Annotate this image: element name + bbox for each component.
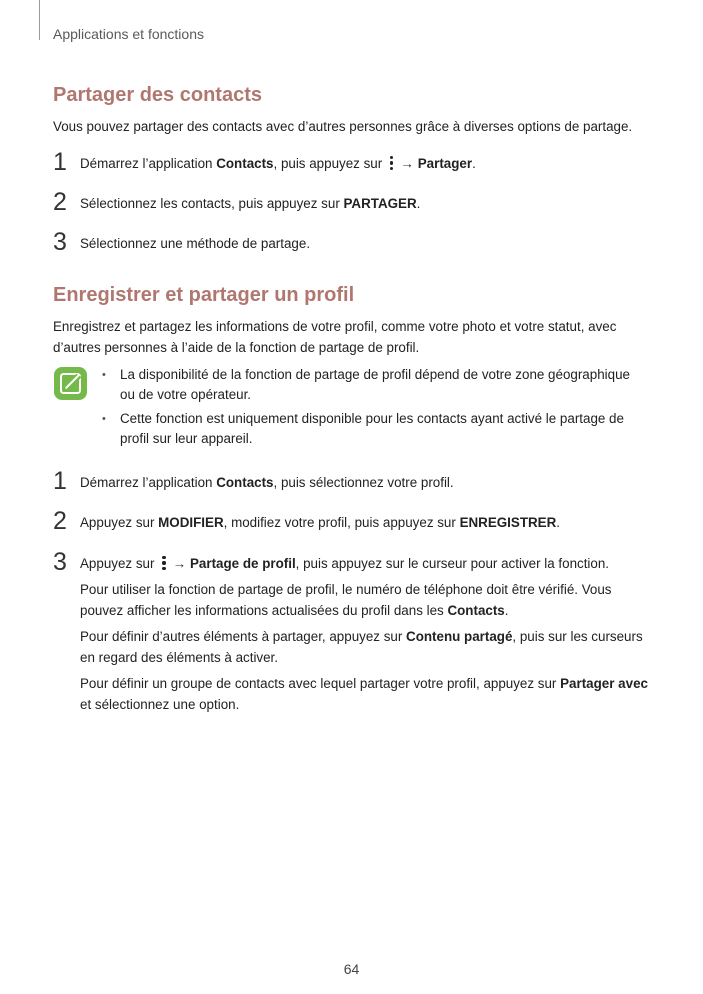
step-detail: Pour utiliser la fonction de partage de profil, le numéro de téléphone doit être vérifié. Vous pouvez afficher les informations actualisées du profil dans les Contacts.: [80, 582, 612, 618]
step-text: Démarrez l’application Contacts, puis appuyez sur → Partager.: [80, 156, 476, 171]
section-intro: Vous pouvez partager des contacts avec d’autres personnes grâce à diverses options de partage.: [53, 119, 633, 134]
step-number: 3: [53, 548, 67, 576]
step-number: 3: [53, 228, 67, 256]
step-detail: Pour définir un groupe de contacts avec lequel partager votre profil, appuyez sur Partager avec et sélectionnez une option.: [80, 676, 648, 712]
step-text: Démarrez l’application Contacts, puis sélectionnez votre profil.: [80, 475, 454, 490]
section-title-save-share-profile: Enregistrer et partager un profil: [53, 284, 355, 306]
step-text: Appuyez sur → Partage de profil, puis appuyez sur le curseur pour activer la fonction.: [80, 556, 610, 571]
chapter-header: Applications et fonctions: [53, 26, 204, 42]
step-text: Sélectionnez une méthode de partage.: [80, 236, 311, 251]
step-text: Sélectionnez les contacts, puis appuyez sur PARTAGER.: [80, 196, 421, 211]
section-title-share-contacts: Partager des contacts: [53, 84, 262, 106]
step-number: 1: [53, 467, 67, 495]
page-number: 64: [343, 961, 360, 977]
more-options-icon: [388, 156, 395, 170]
note-icon: [54, 367, 87, 400]
step-number: 1: [53, 148, 67, 176]
step-detail: Pour définir d’autres éléments à partager, appuyez sur Contenu partagé, puis sur les curseurs en regard des éléments à activer.: [80, 629, 643, 665]
note-text: La disponibilité de la fonction de partage de profil dépend de votre zone géographique ou de votre opérateur.: [120, 367, 630, 402]
step-text: Appuyez sur MODIFIER, modifiez votre profil, puis appuyez sur ENREGISTRER.: [80, 515, 561, 530]
step-number: 2: [53, 188, 67, 216]
more-options-icon: [160, 556, 167, 570]
section-intro: Enregistrez et partagez les informations de votre profil, comme votre photo et votre statut, avec d’autres personnes à l’aide de la fonction de partage de profil.: [53, 319, 617, 355]
header-divider: [39, 0, 40, 40]
step-number: 2: [53, 507, 67, 535]
note-text: Cette fonction est uniquement disponible pour les contacts ayant activé le partage de profil sur leur appareil.: [120, 411, 624, 446]
